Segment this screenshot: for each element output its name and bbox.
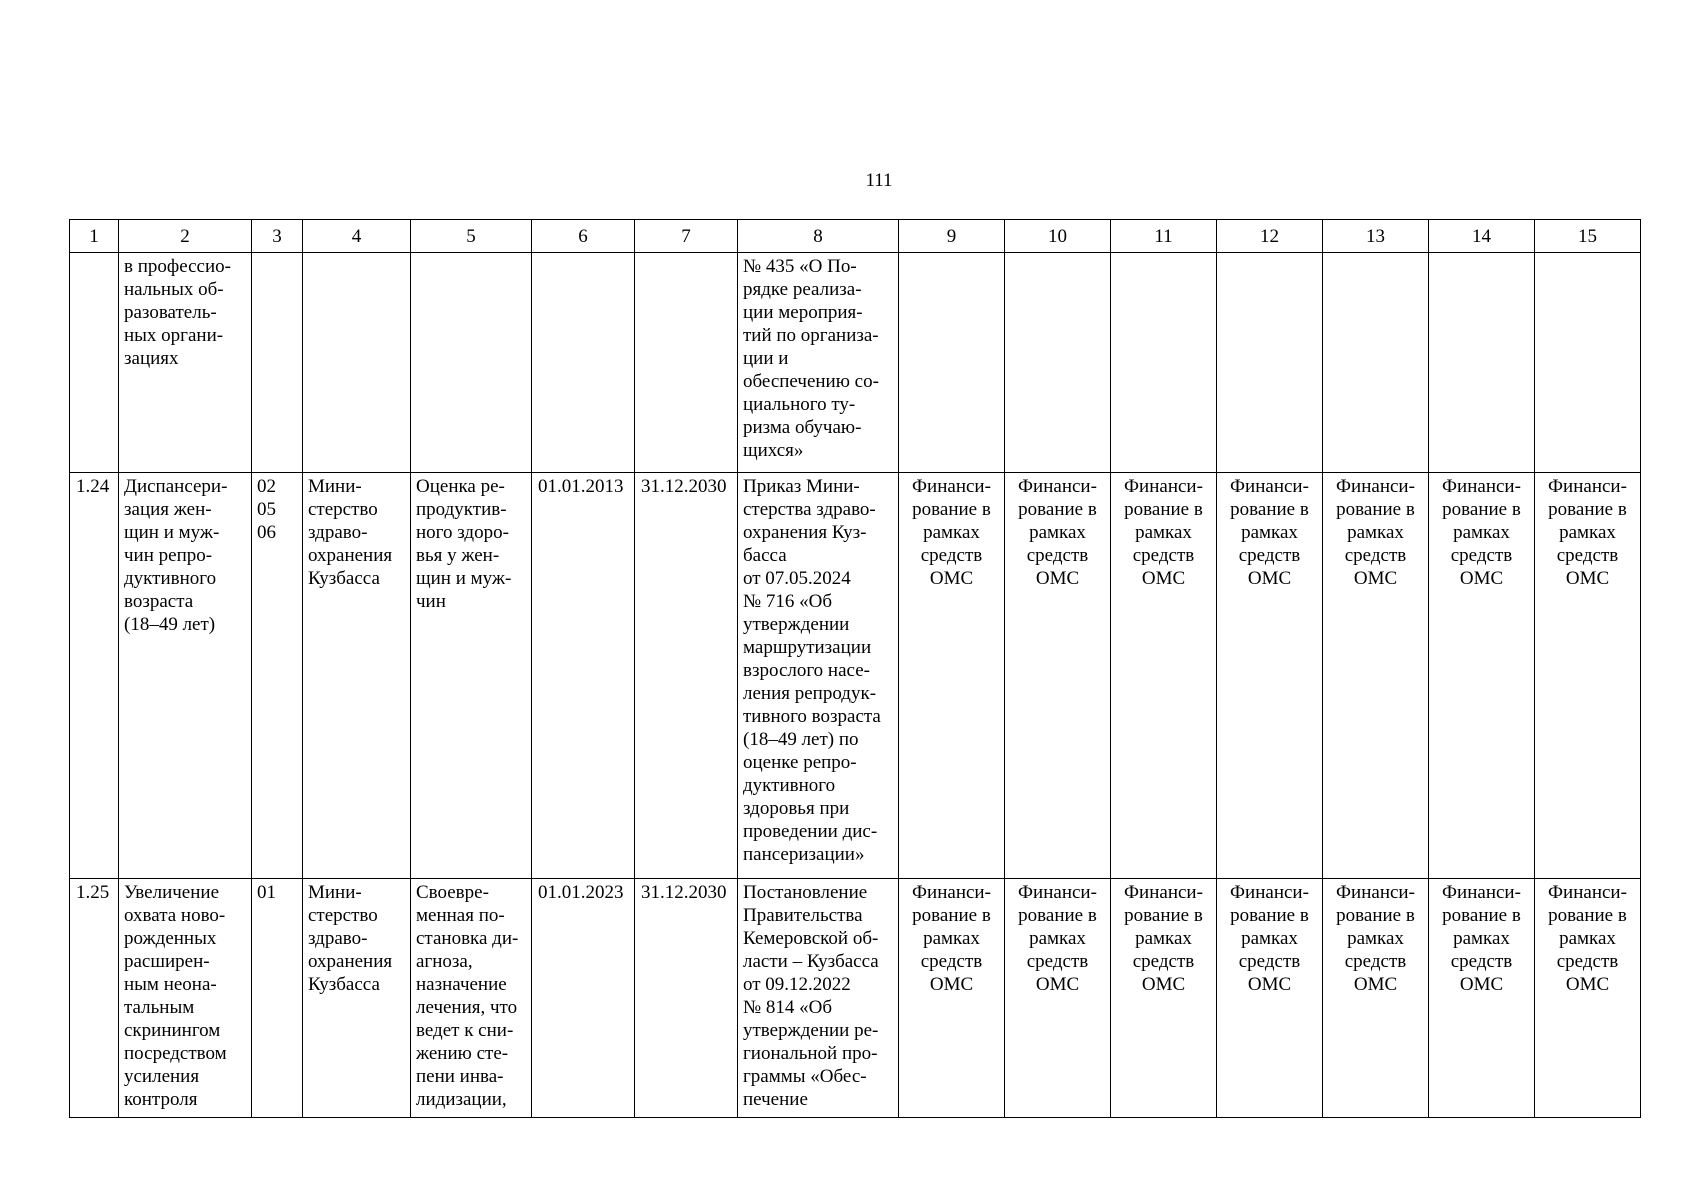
result-cell: Своевре- менная по- становка ди- агноза, назначение лечения, что ведет к сни- жению сте- пени инва- лидизации, bbox=[411, 879, 532, 1118]
codes-cell bbox=[252, 253, 303, 473]
measure-name-cell: Диспансери- зация жен- щин и муж- чин репро- дуктивного возраста (18–49 лет) bbox=[119, 473, 252, 879]
row-number-cell: 1.24 bbox=[70, 473, 119, 879]
measure-name-cell: Увеличение охвата ново- рожденных расширен- ным неона- тальным скринингом посредством усиления контроля bbox=[119, 879, 252, 1118]
financing-cell: Финанси- рование в рамках средств ОМС bbox=[1111, 473, 1217, 879]
page-number: 111 bbox=[865, 170, 893, 191]
column-header: 3 bbox=[252, 220, 303, 253]
column-header: 11 bbox=[1111, 220, 1217, 253]
column-header: 2 bbox=[119, 220, 252, 253]
table-row bbox=[70, 879, 1641, 1118]
column-header: 12 bbox=[1217, 220, 1323, 253]
table-row bbox=[70, 473, 1641, 879]
header-row bbox=[70, 220, 1641, 253]
financing-cell bbox=[1111, 253, 1217, 473]
financing-cell: Финанси- рование в рамках средств ОМС bbox=[1005, 879, 1111, 1118]
legal-document-cell: Постановление Правительства Кемеровской об- ласти – Кузбасса от 09.12.2022 № 814 «Об утверждении ре- гиональной про- граммы «Обес- печение bbox=[738, 879, 899, 1118]
column-header: 7 bbox=[635, 220, 738, 253]
financing-cell: Финанси- рование в рамках средств ОМС bbox=[1005, 473, 1111, 879]
responsible-cell: Мини- стерство здраво- охранения Кузбасса bbox=[303, 473, 411, 879]
financing-cell: Финанси- рование в рамках средств ОМС bbox=[899, 473, 1005, 879]
start-date-cell bbox=[532, 253, 635, 473]
column-header: 1 bbox=[70, 220, 119, 253]
end-date-cell bbox=[635, 253, 738, 473]
end-date-cell: 31.12.2030 bbox=[635, 473, 738, 879]
financing-cell bbox=[1323, 253, 1429, 473]
financing-cell: Финанси- рование в рамках средств ОМС bbox=[1535, 473, 1641, 879]
financing-cell bbox=[1429, 253, 1535, 473]
financing-cell bbox=[1535, 253, 1641, 473]
column-header: 10 bbox=[1005, 220, 1111, 253]
column-header: 15 bbox=[1535, 220, 1641, 253]
financing-cell bbox=[1005, 253, 1111, 473]
financing-cell bbox=[1217, 253, 1323, 473]
document-table bbox=[69, 219, 1641, 1118]
end-date-cell: 31.12.2030 bbox=[635, 879, 738, 1118]
financing-cell: Финанси- рование в рамках средств ОМС bbox=[1429, 879, 1535, 1118]
table-row bbox=[70, 253, 1641, 473]
row-number-cell: 1.25 bbox=[70, 879, 119, 1118]
column-header: 6 bbox=[532, 220, 635, 253]
column-header: 8 bbox=[738, 220, 899, 253]
start-date-cell: 01.01.2023 bbox=[532, 879, 635, 1118]
column-header: 13 bbox=[1323, 220, 1429, 253]
financing-cell: Финанси- рование в рамках средств ОМС bbox=[1323, 879, 1429, 1118]
start-date-cell: 01.01.2013 bbox=[532, 473, 635, 879]
column-header: 4 bbox=[303, 220, 411, 253]
financing-cell: Финанси- рование в рамках средств ОМС bbox=[1429, 473, 1535, 879]
column-header: 9 bbox=[899, 220, 1005, 253]
financing-cell: Финанси- рование в рамках средств ОМС bbox=[1535, 879, 1641, 1118]
responsible-cell bbox=[303, 253, 411, 473]
financing-cell bbox=[899, 253, 1005, 473]
row-number-cell bbox=[70, 253, 119, 473]
legal-document-cell: Приказ Мини- стерства здраво- охранения Куз- басса от 07.05.2024 № 716 «Об утверждении маршрутизации взрослого насе- ления репродук- тивного возраста (18–49 лет) по оценке репро- дуктивного здоровья при проведении дис- пансеризации» bbox=[738, 473, 899, 879]
codes-cell: 01 bbox=[252, 879, 303, 1118]
codes-cell: 02 05 06 bbox=[252, 473, 303, 879]
column-header: 5 bbox=[411, 220, 532, 253]
financing-cell: Финанси- рование в рамках средств ОМС bbox=[1217, 473, 1323, 879]
responsible-cell: Мини- стерство здраво- охранения Кузбасса bbox=[303, 879, 411, 1118]
financing-cell: Финанси- рование в рамках средств ОМС bbox=[1111, 879, 1217, 1118]
financing-cell: Финанси- рование в рамках средств ОМС bbox=[899, 879, 1005, 1118]
result-cell bbox=[411, 253, 532, 473]
financing-cell: Финанси- рование в рамках средств ОМС bbox=[1217, 879, 1323, 1118]
column-header: 14 bbox=[1429, 220, 1535, 253]
legal-document-cell: № 435 «О По- рядке реализа- ции мероприя- тий по организа- ции и обеспечению со- циального ту- ризма обучаю- щихся» bbox=[738, 253, 899, 473]
measure-name-cell: в профессио- нальных об- разователь- ных органи- зациях bbox=[119, 253, 252, 473]
result-cell: Оценка ре- продуктив- ного здоро- вья у жен- щин и муж- чин bbox=[411, 473, 532, 879]
financing-cell: Финанси- рование в рамках средств ОМС bbox=[1323, 473, 1429, 879]
